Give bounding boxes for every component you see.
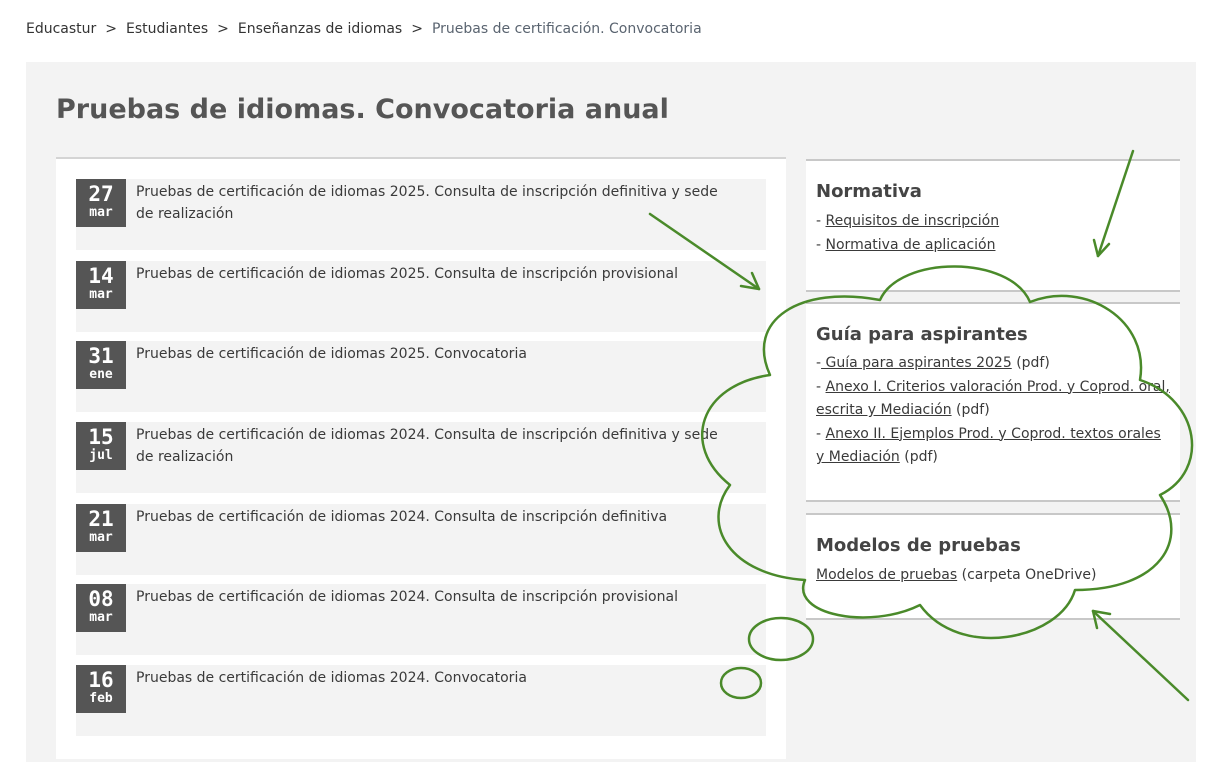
breadcrumb-current: Pruebas de certificación. Convocatoria	[431, 21, 702, 37]
news-link[interactable]: Pruebas de certificación de idiomas 2025. Consulta de inscripción provisional	[136, 266, 678, 282]
date-day: 27	[88, 182, 114, 206]
folder-note: (carpeta OneDrive)	[957, 567, 1097, 583]
list-item	[816, 376, 1170, 423]
date-badge	[76, 261, 126, 309]
anexo-1-link[interactable]: Anexo I. Criterios valoración Prod. y Coprod. oral, escrita y Mediación	[816, 378, 1170, 418]
news-item	[76, 665, 766, 736]
date-badge	[76, 665, 126, 713]
date-day: 21	[88, 507, 114, 531]
anexo-2-link[interactable]: Anexo II. Ejemplos Prod. y Coprod. textos orales y Mediación	[816, 425, 1161, 465]
list-prefix: -	[816, 425, 822, 442]
requisitos-inscripcion-link[interactable]: Requisitos de inscripción	[825, 213, 1000, 229]
breadcrumb-separator: >	[411, 21, 423, 37]
normativa-list	[816, 210, 1170, 257]
date-month: mar	[89, 287, 113, 302]
modelos-pruebas-section	[806, 513, 1180, 620]
date-day: 08	[88, 587, 114, 611]
date-month: mar	[89, 530, 113, 545]
breadcrumb-estudiantes[interactable]: Estudiantes	[126, 21, 209, 37]
date-day: 14	[88, 264, 114, 288]
guia-aspirantes-section	[806, 302, 1180, 502]
normativa-aplicacion-link[interactable]: Normativa de aplicación	[825, 236, 996, 253]
date-day: 15	[88, 425, 114, 449]
guia-aspirantes-2025-link[interactable]: Guía para aspirantes 2025	[821, 355, 1012, 371]
breadcrumb-educastur[interactable]: Educastur	[26, 21, 97, 37]
date-month: jul	[89, 448, 113, 463]
modelos-pruebas-title: Modelos de pruebas	[816, 535, 1021, 556]
list-prefix: -	[816, 378, 822, 395]
date-badge	[76, 422, 126, 470]
news-link[interactable]: Pruebas de certificación de idiomas 2024. Consulta de inscripción definitiva y sede de realización	[136, 427, 718, 465]
guia-list	[816, 352, 1170, 470]
news-item	[76, 504, 766, 575]
list-item	[816, 210, 1170, 234]
breadcrumb-separator: >	[217, 21, 229, 37]
date-day: 16	[88, 668, 114, 692]
list-item	[816, 423, 1170, 470]
file-type: (pdf)	[899, 449, 938, 465]
breadcrumb-ensenanzas-idiomas[interactable]: Enseñanzas de idiomas	[237, 21, 403, 37]
page-title: Pruebas de idiomas. Convocatoria anual	[56, 94, 669, 125]
modelos-pruebas-link[interactable]: Modelos de pruebas	[816, 567, 958, 583]
news-link[interactable]: Pruebas de certificación de idiomas 2025. Convocatoria	[136, 346, 527, 362]
news-item	[76, 422, 766, 493]
date-badge	[76, 179, 126, 227]
list-prefix: -	[816, 236, 826, 253]
date-badge	[76, 584, 126, 632]
file-type: (pdf)	[951, 402, 990, 418]
news-item	[76, 261, 766, 332]
news-item	[76, 179, 766, 250]
news-link[interactable]: Pruebas de certificación de idiomas 2024. Consulta de inscripción definitiva	[136, 509, 668, 525]
modelos-list	[816, 564, 1170, 588]
breadcrumb-separator: >	[105, 21, 118, 37]
normativa-title: Normativa	[816, 181, 922, 202]
file-type: (pdf)	[1011, 355, 1050, 371]
date-badge	[76, 504, 126, 552]
date-day: 31	[88, 344, 114, 368]
date-month: mar	[89, 205, 113, 220]
date-badge	[76, 341, 126, 389]
normativa-section	[806, 159, 1180, 292]
list-item	[816, 352, 1170, 376]
news-link[interactable]: Pruebas de certificación de idiomas 2024. Consulta de inscripción provisional	[136, 589, 678, 605]
news-link[interactable]: Pruebas de certificación de idiomas 2024. Convocatoria	[136, 670, 527, 686]
date-month: feb	[89, 691, 113, 706]
guia-aspirantes-title: Guía para aspirantes	[816, 324, 1028, 345]
list-prefix: -	[816, 355, 822, 371]
list-item	[816, 564, 1170, 588]
news-item	[76, 341, 766, 412]
list-item	[816, 234, 1170, 258]
breadcrumb	[26, 21, 702, 37]
date-month: ene	[89, 367, 113, 382]
news-list	[56, 157, 786, 759]
date-month: mar	[89, 610, 113, 625]
list-prefix: -	[816, 213, 826, 229]
news-link[interactable]: Pruebas de certificación de idiomas 2025. Consulta de inscripción definitiva y sede de realización	[136, 184, 718, 222]
news-item	[76, 584, 766, 655]
